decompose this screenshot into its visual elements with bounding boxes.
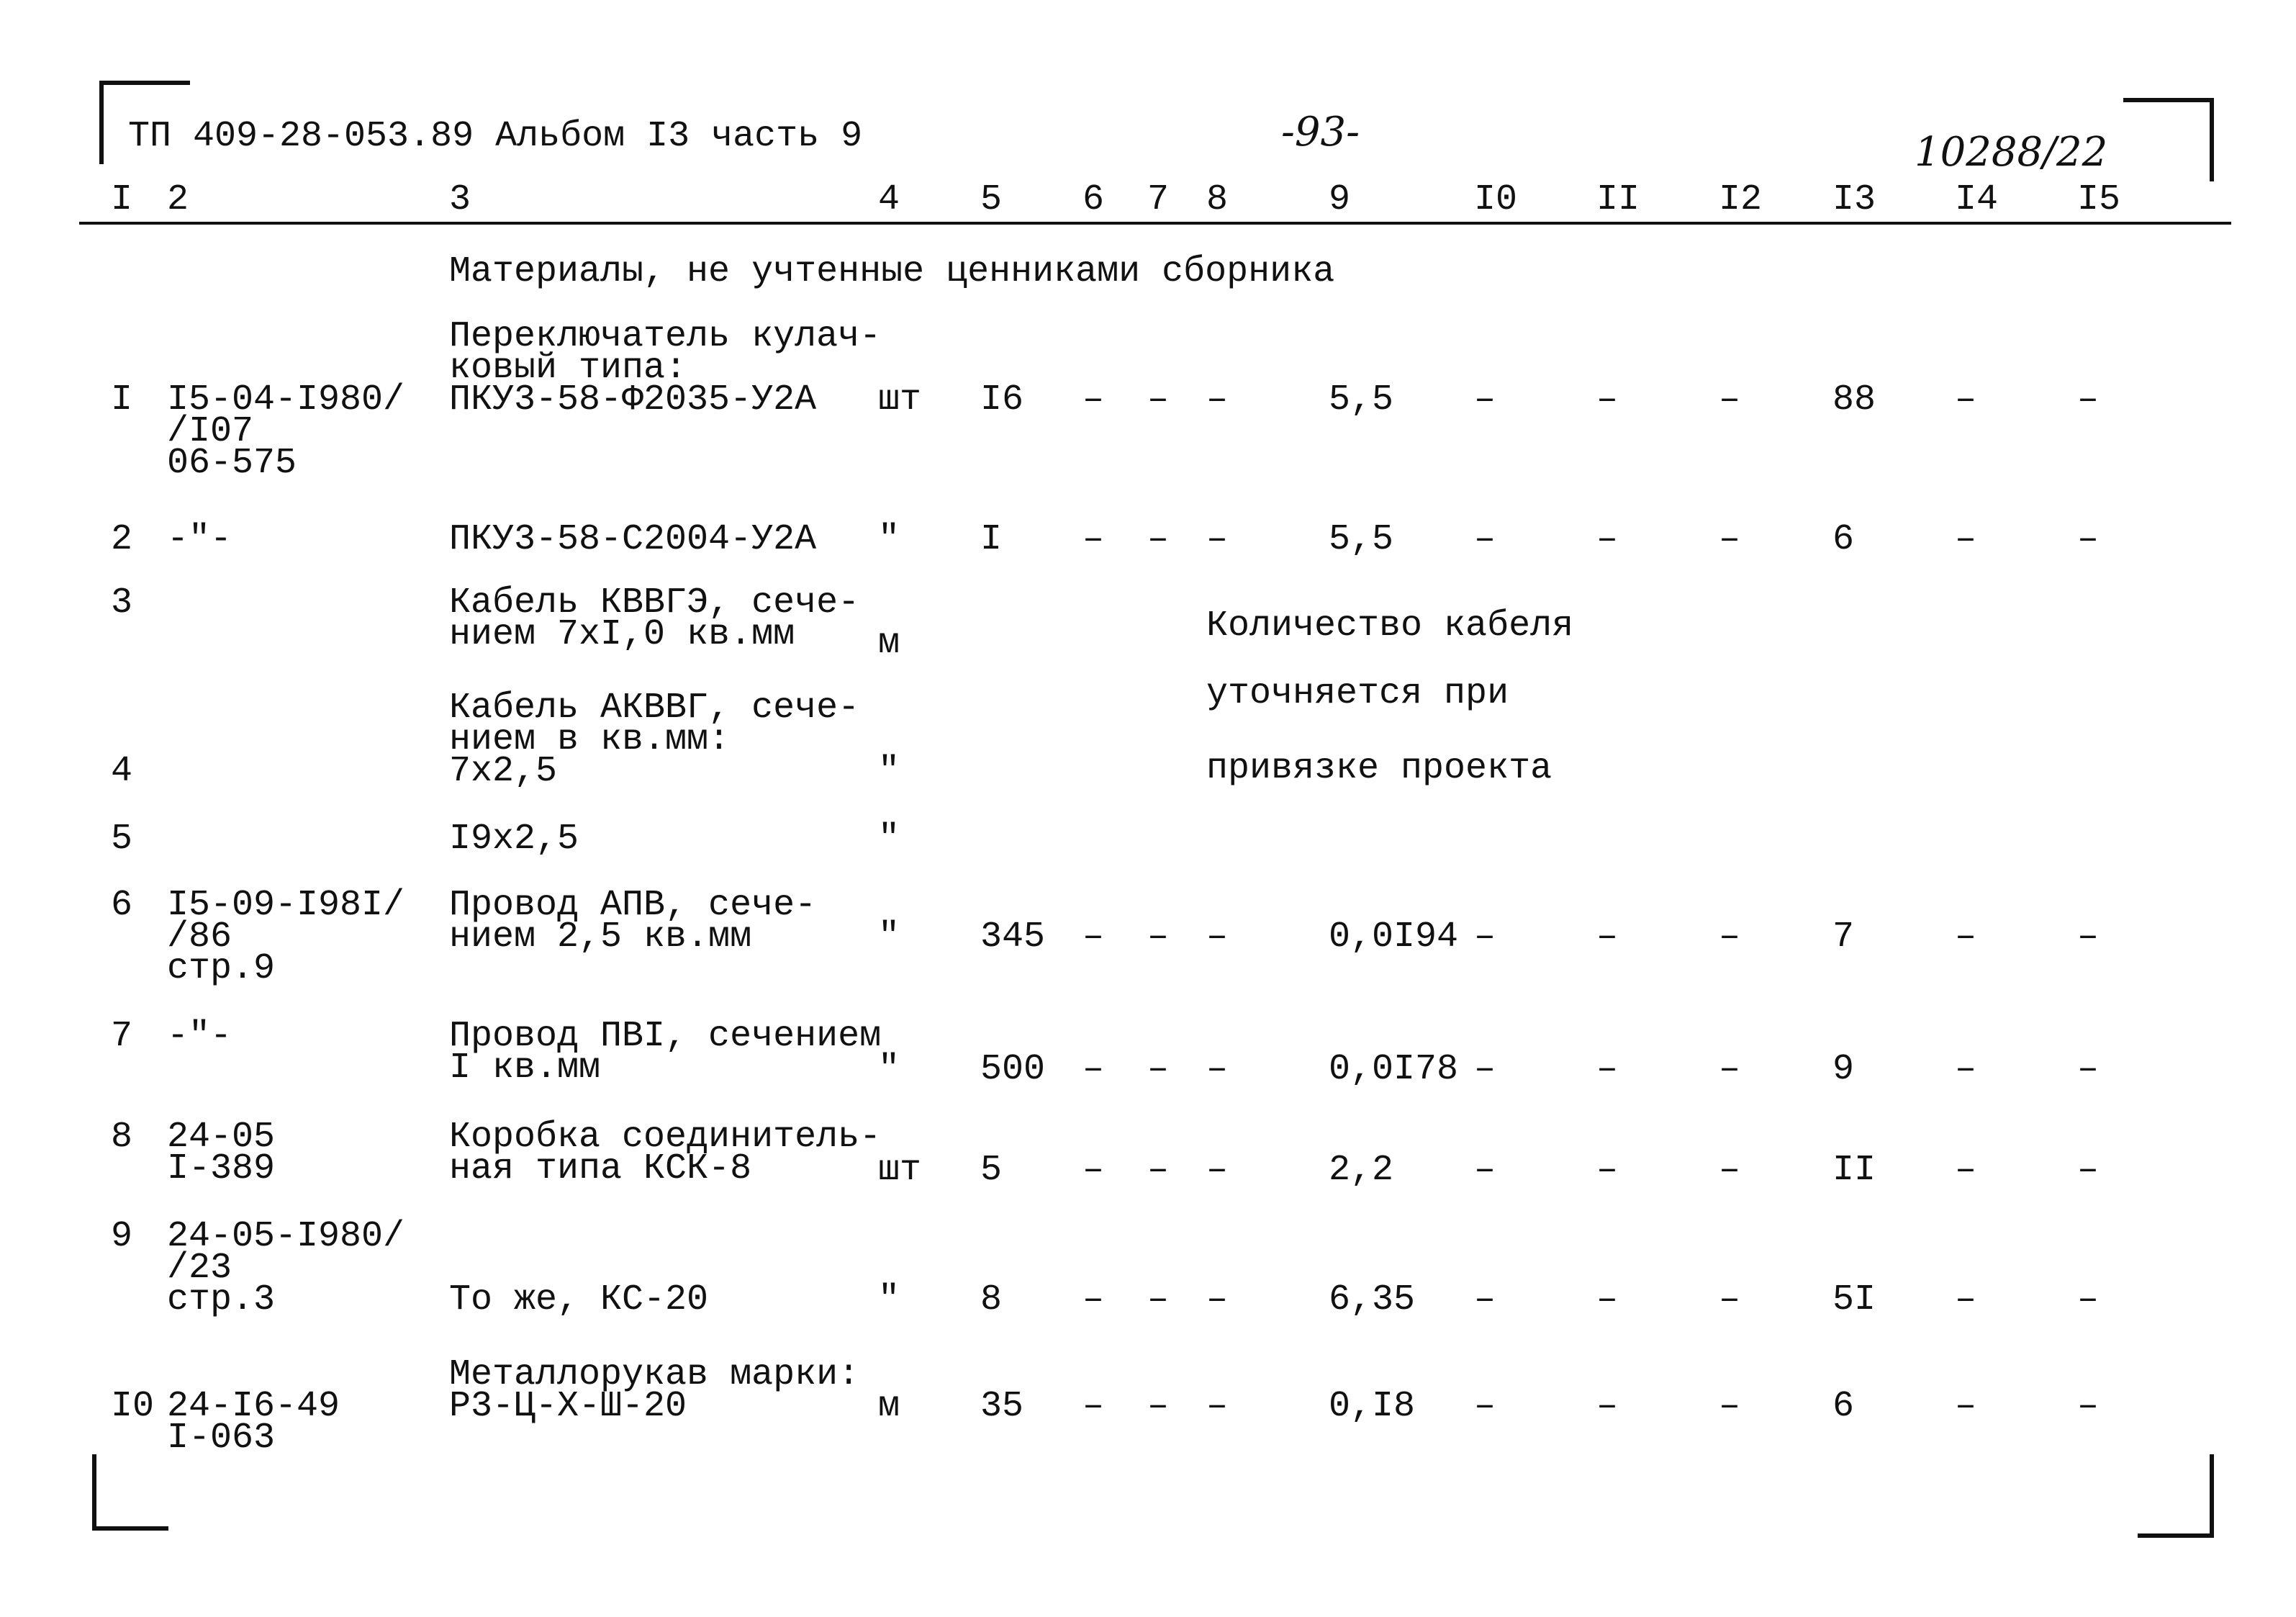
- row-unit: м: [878, 623, 900, 664]
- row-name-line: I9х2,5: [449, 819, 579, 860]
- corner-bottom-left: [92, 1454, 168, 1531]
- row-c12: –: [1719, 1049, 1741, 1090]
- row-code-line: /I07: [167, 411, 254, 452]
- column-number-13: I3: [1832, 179, 1876, 220]
- corner-top-right: [2123, 98, 2214, 181]
- row-c9: 0,I8: [1329, 1386, 1416, 1427]
- row-c7: –: [1147, 1279, 1170, 1320]
- row-c15: –: [2077, 1049, 2100, 1090]
- row-c14: –: [1955, 1386, 1977, 1427]
- row-c13: 88: [1832, 379, 1876, 420]
- row-c14: –: [1955, 1279, 1977, 1320]
- row-number: 8: [111, 1117, 133, 1158]
- row-c14: –: [1955, 519, 1977, 560]
- row-qty: 500: [980, 1049, 1046, 1090]
- row-name-line: I кв.мм: [449, 1048, 601, 1089]
- row-name-line: нием в кв.мм:: [449, 719, 731, 760]
- row-c6: –: [1083, 519, 1105, 560]
- row-unit: ": [878, 1049, 900, 1090]
- row-c12: –: [1719, 1279, 1741, 1320]
- row-c12: –: [1719, 1150, 1741, 1191]
- column-number-15: I5: [2077, 179, 2121, 220]
- row-c9: 5,5: [1329, 519, 1394, 560]
- row-c15: –: [2077, 519, 2100, 560]
- column-number-1: I: [111, 179, 133, 220]
- row-name-line: ПКУ3-58-Ф2035-У2А: [449, 379, 817, 420]
- row-c10: –: [1474, 519, 1496, 560]
- row-unit: ": [878, 1279, 900, 1320]
- row-c10: –: [1474, 379, 1496, 420]
- row-name-line: Провод ПВI, сечением: [449, 1016, 882, 1057]
- column-number-4: 4: [878, 179, 900, 220]
- row-c15: –: [2077, 1386, 2100, 1427]
- row-c15: –: [2077, 1150, 2100, 1191]
- row-code-line: I5-04-I980/: [167, 379, 405, 420]
- row-code-line: 24-05: [167, 1117, 276, 1158]
- row-name-line: Р3-Ц-Х-Ш-20: [449, 1386, 687, 1427]
- row-c10: –: [1474, 1049, 1496, 1090]
- row-c11: –: [1596, 519, 1619, 560]
- row-name-line: Кабель КВВГЭ, сече-: [449, 582, 860, 623]
- row-c11: –: [1596, 379, 1619, 420]
- row-c13: 6: [1832, 519, 1855, 560]
- row-c12: –: [1719, 519, 1741, 560]
- row-c7: –: [1147, 1049, 1170, 1090]
- row-number: 9: [111, 1216, 133, 1257]
- row-c11: –: [1596, 1386, 1619, 1427]
- row-number: 4: [111, 751, 133, 792]
- row-c8: –: [1206, 1150, 1229, 1191]
- document-title: ТП 409-28-053.89 Альбом I3 часть 9: [128, 116, 863, 157]
- page-number: -93-: [1281, 109, 1360, 156]
- row-unit: ": [878, 751, 900, 792]
- row-unit: ": [878, 519, 900, 560]
- row-c8: –: [1206, 1279, 1229, 1320]
- row-name-line: Коробка соединитель-: [449, 1117, 882, 1158]
- column-number-5: 5: [980, 179, 1003, 220]
- row-unit: шт: [878, 1150, 922, 1191]
- row-qty: I: [980, 519, 1003, 560]
- row-number: 7: [111, 1016, 133, 1057]
- row-c8: –: [1206, 916, 1229, 958]
- row-name-line: То же, КС-20: [449, 1279, 709, 1320]
- row-unit: м: [878, 1386, 900, 1427]
- cable-note-line-1: Количество кабеля: [1206, 605, 1574, 647]
- row-name-line: Металлорукав марки:: [449, 1354, 860, 1395]
- row-qty: 345: [980, 916, 1046, 958]
- row-c12: –: [1719, 916, 1741, 958]
- row-c9: 6,35: [1329, 1279, 1416, 1320]
- row-c10: –: [1474, 1386, 1496, 1427]
- row-code-line: 24-I6-49: [167, 1386, 340, 1427]
- row-c8: –: [1206, 1049, 1229, 1090]
- row-c15: –: [2077, 916, 2100, 958]
- row-number: I0: [111, 1386, 155, 1427]
- row-c13: 5I: [1832, 1279, 1876, 1320]
- row-code-line: стр.3: [167, 1279, 276, 1320]
- row-c10: –: [1474, 1150, 1496, 1191]
- row-name-line: нием 7хI,0 кв.мм: [449, 614, 795, 655]
- column-number-9: 9: [1329, 179, 1351, 220]
- row-c9: 0,0I78: [1329, 1049, 1459, 1090]
- cable-note-line-3: привязке проекта: [1206, 748, 1552, 789]
- section-title: Материалы, не учтенные ценниками сборника: [449, 251, 1335, 292]
- row-c6: –: [1083, 379, 1105, 420]
- row-name-line: ковый типа:: [449, 348, 687, 389]
- row-c10: –: [1474, 1279, 1496, 1320]
- row-name-line: Переключатель кулач-: [449, 316, 882, 357]
- header-rule: [79, 222, 2231, 225]
- row-code-line: /23: [167, 1248, 232, 1289]
- row-c6: –: [1083, 1279, 1105, 1320]
- row-c11: –: [1596, 1049, 1619, 1090]
- row-c6: –: [1083, 1150, 1105, 1191]
- column-number-7: 7: [1147, 179, 1170, 220]
- column-number-6: 6: [1083, 179, 1105, 220]
- row-c13: 7: [1832, 916, 1855, 958]
- row-c8: –: [1206, 519, 1229, 560]
- row-c10: –: [1474, 916, 1496, 958]
- corner-bottom-right: [2138, 1454, 2214, 1538]
- row-code-line: -"-: [167, 519, 232, 560]
- row-number: 6: [111, 885, 133, 926]
- row-code-line: стр.9: [167, 948, 276, 989]
- row-c7: –: [1147, 1150, 1170, 1191]
- row-c13: 6: [1832, 1386, 1855, 1427]
- row-name-line: 7х2,5: [449, 751, 558, 792]
- row-c7: –: [1147, 916, 1170, 958]
- row-c15: –: [2077, 1279, 2100, 1320]
- row-qty: 8: [980, 1279, 1003, 1320]
- row-c12: –: [1719, 379, 1741, 420]
- row-c13: 9: [1832, 1049, 1855, 1090]
- row-c8: –: [1206, 379, 1229, 420]
- row-code-line: /86: [167, 916, 232, 958]
- row-code-line: I-389: [167, 1148, 276, 1189]
- row-c8: –: [1206, 1386, 1229, 1427]
- row-name-line: Кабель АКВВГ, сече-: [449, 688, 860, 729]
- row-c7: –: [1147, 379, 1170, 420]
- row-c15: –: [2077, 379, 2100, 420]
- row-c6: –: [1083, 916, 1105, 958]
- row-name-line: ная типа КСК-8: [449, 1148, 752, 1189]
- row-unit: ": [878, 916, 900, 958]
- row-c14: –: [1955, 1049, 1977, 1090]
- column-number-10: I0: [1474, 179, 1518, 220]
- row-c9: 2,2: [1329, 1150, 1394, 1191]
- row-c11: –: [1596, 1279, 1619, 1320]
- row-c7: –: [1147, 519, 1170, 560]
- column-number-11: II: [1596, 179, 1640, 220]
- cable-note-line-2: уточняется при: [1206, 673, 1509, 714]
- inventory-number: 10288/22: [1915, 129, 2108, 176]
- row-number: 3: [111, 582, 133, 623]
- row-c14: –: [1955, 916, 1977, 958]
- column-number-14: I4: [1955, 179, 1999, 220]
- row-name-line: ПКУ3-58-С2004-У2А: [449, 519, 817, 560]
- row-c9: 0,0I94: [1329, 916, 1459, 958]
- row-code-line: I-063: [167, 1418, 276, 1459]
- column-number-2: 2: [167, 179, 189, 220]
- column-number-3: 3: [449, 179, 471, 220]
- row-c14: –: [1955, 379, 1977, 420]
- row-c11: –: [1596, 1150, 1619, 1191]
- row-c6: –: [1083, 1386, 1105, 1427]
- row-number: 5: [111, 819, 133, 860]
- row-name-line: Провод АПВ, сече-: [449, 885, 817, 926]
- row-name-line: нием 2,5 кв.мм: [449, 916, 752, 958]
- row-c14: –: [1955, 1150, 1977, 1191]
- row-c12: –: [1719, 1386, 1741, 1427]
- row-c7: –: [1147, 1386, 1170, 1427]
- row-unit: шт: [878, 379, 922, 420]
- column-number-12: I2: [1719, 179, 1763, 220]
- row-c9: 5,5: [1329, 379, 1394, 420]
- row-code-line: 24-05-I980/: [167, 1216, 405, 1257]
- row-code-line: 06-575: [167, 443, 297, 484]
- column-number-8: 8: [1206, 179, 1229, 220]
- row-unit: ": [878, 819, 900, 860]
- row-qty: I6: [980, 379, 1024, 420]
- row-number: 2: [111, 519, 133, 560]
- row-qty: 5: [980, 1150, 1003, 1191]
- row-qty: 35: [980, 1386, 1024, 1427]
- row-code-line: I5-09-I98I/: [167, 885, 405, 926]
- row-number: I: [111, 379, 133, 420]
- row-code-line: -"-: [167, 1016, 232, 1057]
- row-c11: –: [1596, 916, 1619, 958]
- row-c6: –: [1083, 1049, 1105, 1090]
- row-c13: II: [1832, 1150, 1876, 1191]
